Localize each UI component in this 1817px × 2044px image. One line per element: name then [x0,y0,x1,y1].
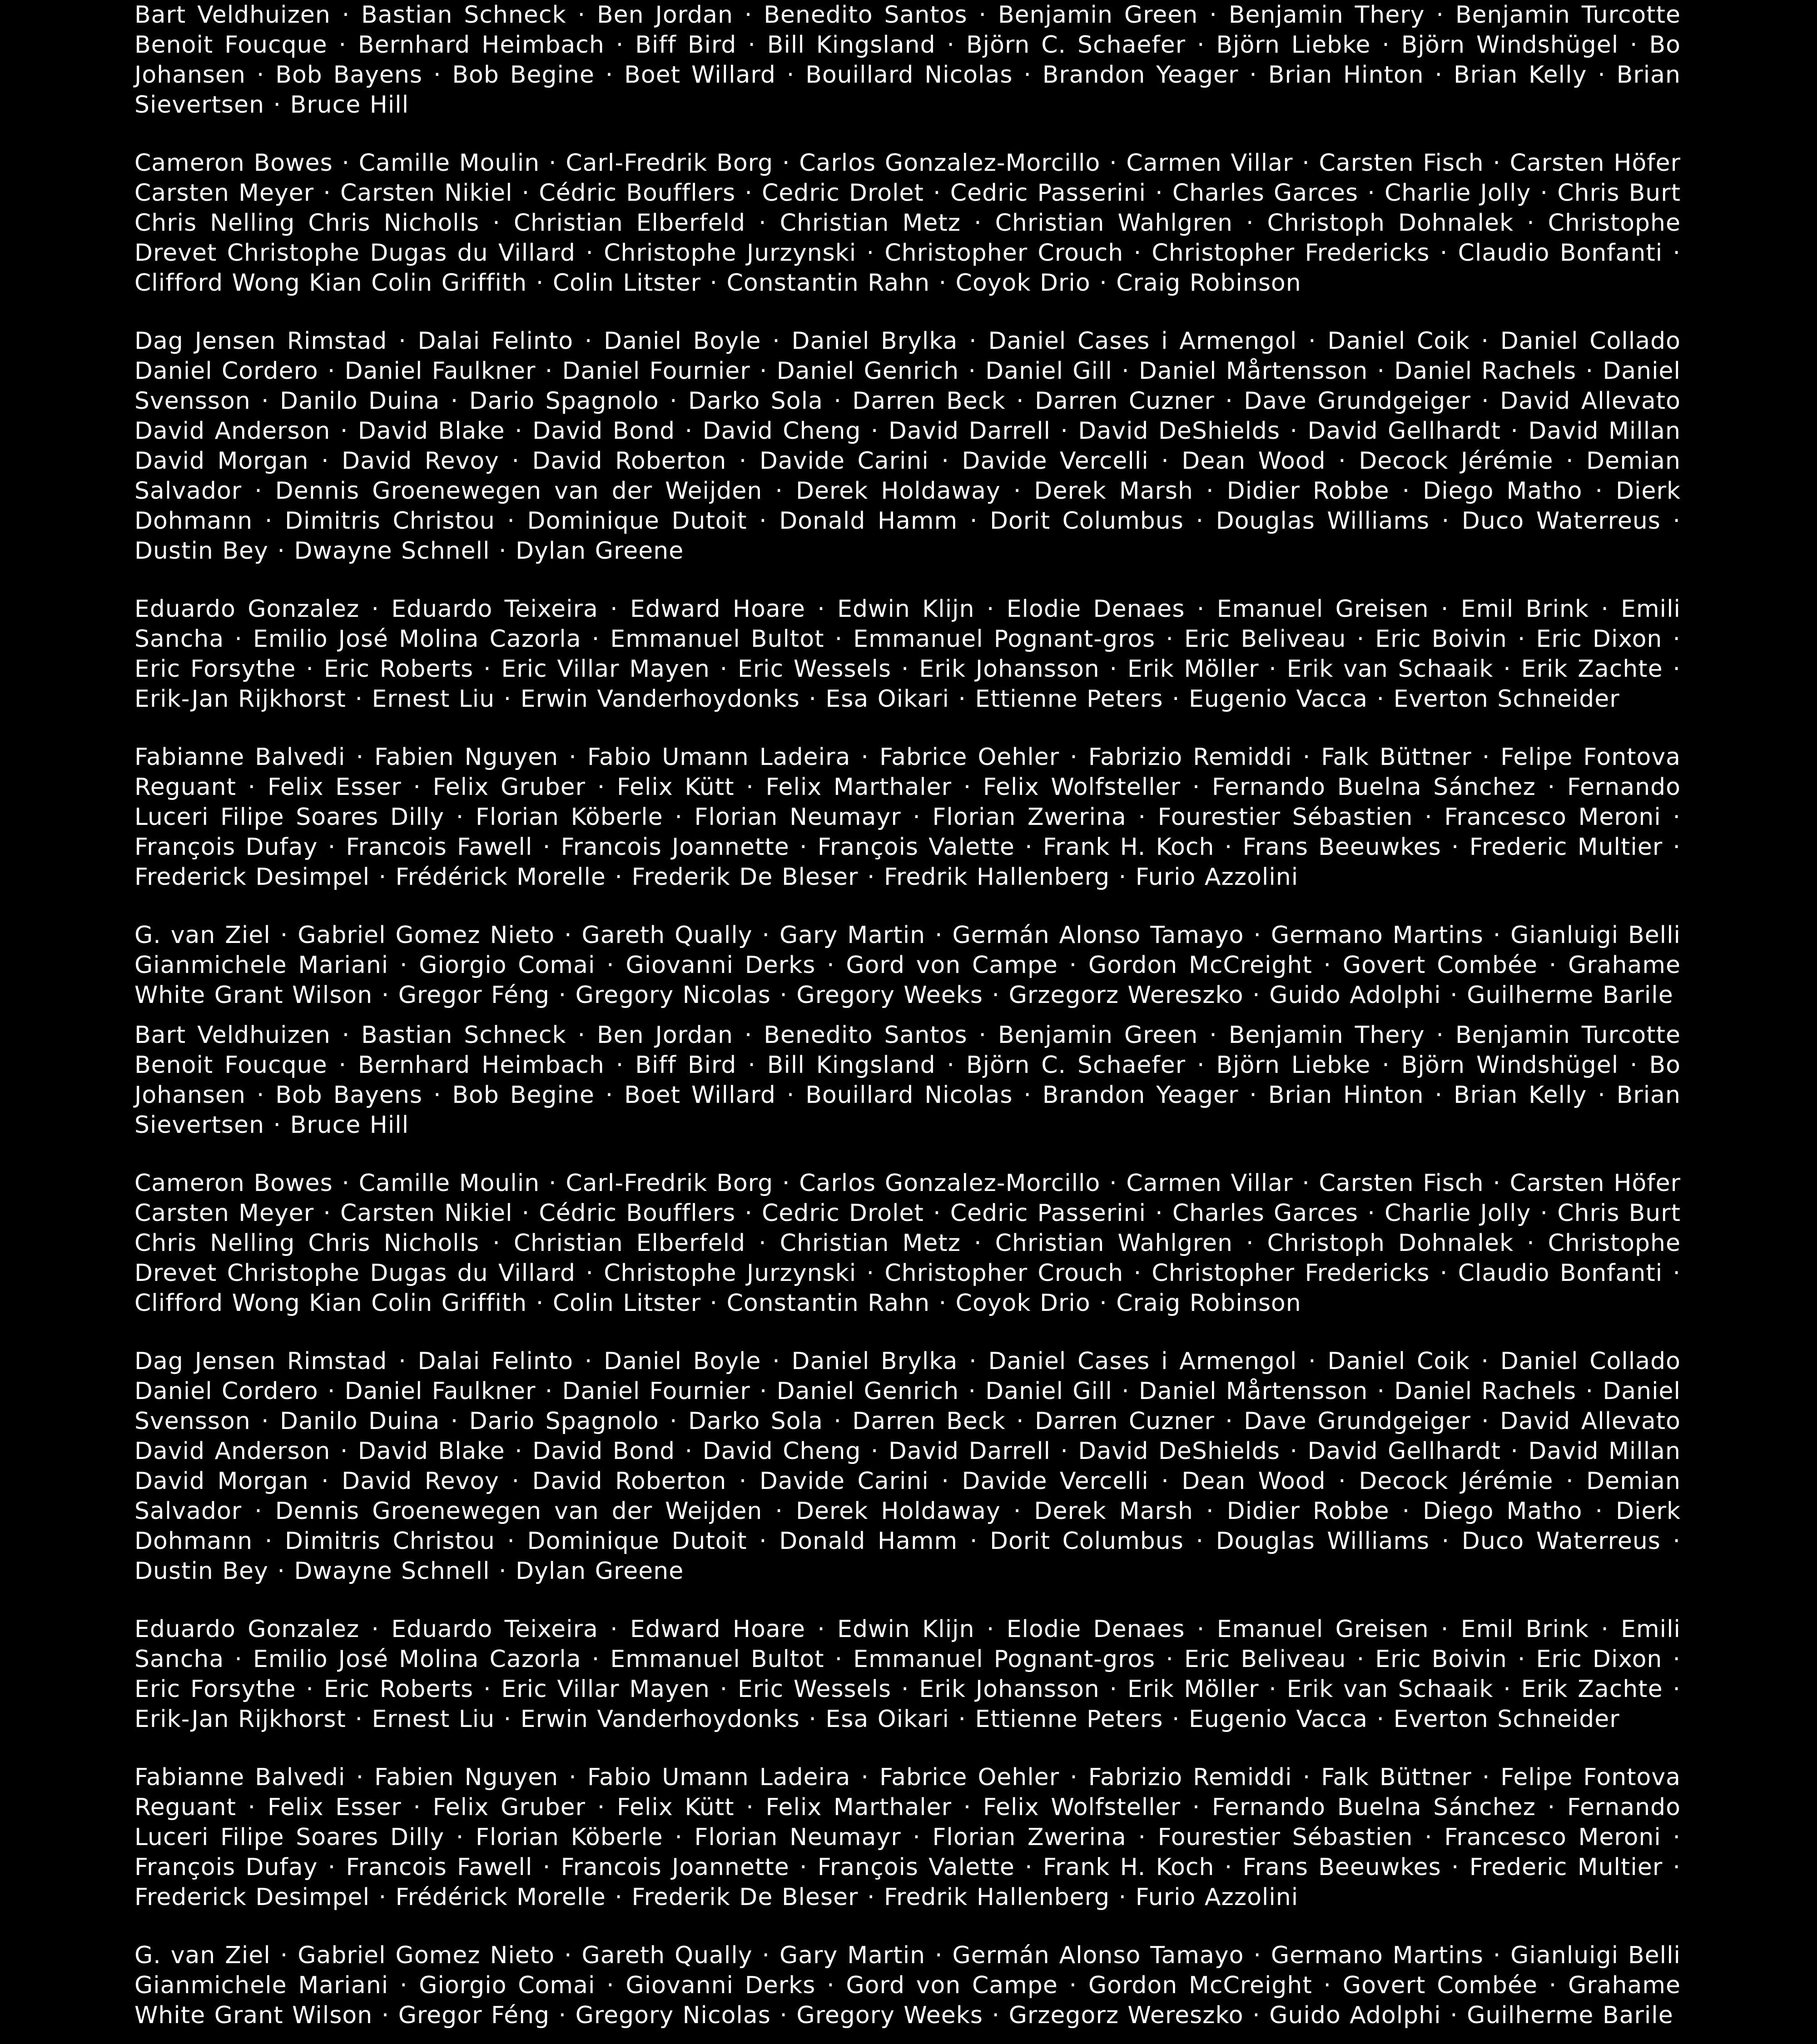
credits-paragraph-c: Cameron Bowes · Camille Moulin · Carl-Fredrik Borg · Carlos Gonzalez-Morcillo · Carmen Villar · Carsten Fisch · Carsten Höfer Carsten Meyer · Carsten Nikiel · Cédric Boufflers · Cedric Drolet · Cedric Passerini · Charles Garces · Charlie Jolly · Chris Burt Chris Nelling Chris Nicholls · Christian Elberfeld · Christian Metz · Christian Wahlgren · Christoph Dohnalek · Christophe Drevet Christophe Dugas du Villard · Christophe Jurzynski · Christopher Crouch · Christopher Fredericks · Claudio Bonfanti · Clifford Wong Kian Colin Griffith · Colin Litster · Constantin Rahn · Coyok Drio · Craig Robinson [134,149,1681,297]
credits-paragraph-d: Dag Jensen Rimstad · Dalai Felinto · Daniel Boyle · Daniel Brylka · Daniel Cases i Armengol · Daniel Coik · Daniel Collado Daniel Cordero · Daniel Faulkner · Daniel Fournier · Daniel Genrich · Daniel Gill · Daniel Mårtensson · Daniel Rachels · Daniel Svensson · Danilo Duina · Dario Spagnolo · Darko Sola · Darren Beck · Darren Cuzner · Dave Grundgeiger · David Allevato David Anderson · David Blake · David Bond · David Cheng · David Darrell · David DeShields · David Gellhardt · David Millan David Morgan · David Revoy · David Roberton · Davide Carini · Davide Vercelli · Dean Wood · Decock Jérémie · Demian Salvador · Dennis Groenewegen van der Weijden · Derek Holdaway · Derek Marsh · Didier Robbe · Diego Matho · Dierk Dohmann · Dimitris Christou · Dominique Dutoit · Donald Hamm · Dorit Columbus · Douglas Williams · Duco Waterreus · Dustin Bey · Dwayne Schnell · Dylan Greene [134,1348,1681,1585]
credits-paragraph-e: Eduardo Gonzalez · Eduardo Teixeira · Edward Hoare · Edwin Klijn · Elodie Denaes · Emanuel Greisen · Emil Brink · Emili Sancha · Emilio José Molina Cazorla · Emmanuel Bultot · Emmanuel Pognant-gros · Eric Beliveau · Eric Boivin · Eric Dixon · Eric Forsythe · Eric Roberts · Eric Villar Mayen · Eric Wessels · Erik Johansson · Erik Möller · Erik van Schaaik · Erik Zachte · Erik-Jan Rijkhorst · Ernest Liu · Erwin Vanderhoydonks · Esa Oikari · Ettienne Peters · Eugenio Vacca · Everton Schneider [134,1616,1681,1733]
credits-panel-bottom [0,1022,1817,2044]
credits-paragraph-d: Dag Jensen Rimstad · Dalai Felinto · Daniel Boyle · Daniel Brylka · Daniel Cases i Armengol · Daniel Coik · Daniel Collado Daniel Cordero · Daniel Faulkner · Daniel Fournier · Daniel Genrich · Daniel Gill · Daniel Mårtensson · Daniel Rachels · Daniel Svensson · Danilo Duina · Dario Spagnolo · Darko Sola · Darren Beck · Darren Cuzner · Dave Grundgeiger · David Allevato David Anderson · David Blake · David Bond · David Cheng · David Darrell · David DeShields · David Gellhardt · David Millan David Morgan · David Revoy · David Roberton · Davide Carini · Davide Vercelli · Dean Wood · Decock Jérémie · Demian Salvador · Dennis Groenewegen van der Weijden · Derek Holdaway · Derek Marsh · Didier Robbe · Diego Matho · Dierk Dohmann · Dimitris Christou · Dominique Dutoit · Donald Hamm · Dorit Columbus · Douglas Williams · Duco Waterreus · Dustin Bey · Dwayne Schnell · Dylan Greene [134,327,1681,565]
credits-paragraph-b: Bart Veldhuizen · Bastian Schneck · Ben Jordan · Benedito Santos · Benjamin Green · Benjamin Thery · Benjamin Turcotte Benoit Foucque · Bernhard Heimbach · Biff Bird · Bill Kingsland · Björn C. Schaefer · Björn Liebke · Björn Windshügel · Bo Johansen · Bob Bayens · Bob Begine · Boet Willard · Bouillard Nicolas · Brandon Yeager · Brian Hinton · Brian Kelly · Brian Sievertsen · Bruce Hill [134,1022,1681,1139]
credits-paragraph-f: Fabianne Balvedi · Fabien Nguyen · Fabio Umann Ladeira · Fabrice Oehler · Fabrizio Remiddi · Falk Büttner · Felipe Fontova Reguant · Felix Esser · Felix Gruber · Felix Kütt · Felix Marthaler · Felix Wolfsteller · Fernando Buelna Sánchez · Fernando Luceri Filipe Soares Dilly · Florian Köberle · Florian Neumayr · Florian Zwerina · Fourestier Sébastien · Francesco Meroni · François Dufay · Francois Fawell · Francois Joannette · François Valette · Frank H. Koch · Frans Beeuwkes · Frederic Multier · Frederick Desimpel · Frédérick Morelle · Frederik De Bleser · Fredrik Hallenberg · Furio Azzolini [134,1764,1681,1911]
credits-paragraph-g: G. van Ziel · Gabriel Gomez Nieto · Gareth Qually · Gary Martin · Germán Alonso Tamayo · Germano Martins · Gianluigi Belli Gianmichele Mariani · Giorgio Comai · Giovanni Derks · Gord von Campe · Gordon McCreight · Govert Combée · Grahame White Grant Wilson · Gregor Féng · Gregory Nicolas · Gregory Weeks · Grzegorz Wereszko · Guido Adolphi · Guilherme Barile [134,922,1681,1009]
credits-paragraph-g: G. van Ziel · Gabriel Gomez Nieto · Gareth Qually · Gary Martin · Germán Alonso Tamayo · Germano Martins · Gianluigi Belli Gianmichele Mariani · Giorgio Comai · Giovanni Derks · Gord von Campe · Gordon McCreight · Govert Combée · Grahame White Grant Wilson · Gregor Féng · Gregory Nicolas · Gregory Weeks · Grzegorz Wereszko · Guido Adolphi · Guilherme Barile [134,1942,1681,2029]
credits-list [134,1022,1681,2044]
credits-paragraph-e: Eduardo Gonzalez · Eduardo Teixeira · Edward Hoare · Edwin Klijn · Elodie Denaes · Emanuel Greisen · Emil Brink · Emili Sancha · Emilio José Molina Cazorla · Emmanuel Bultot · Emmanuel Pognant-gros · Eric Beliveau · Eric Boivin · Eric Dixon · Eric Forsythe · Eric Roberts · Eric Villar Mayen · Eric Wessels · Erik Johansson · Erik Möller · Erik van Schaaik · Erik Zachte · Erik-Jan Rijkhorst · Ernest Liu · Erwin Vanderhoydonks · Esa Oikari · Ettienne Peters · Eugenio Vacca · Everton Schneider [134,595,1681,713]
credits-paragraph-f: Fabianne Balvedi · Fabien Nguyen · Fabio Umann Ladeira · Fabrice Oehler · Fabrizio Remiddi · Falk Büttner · Felipe Fontova Reguant · Felix Esser · Felix Gruber · Felix Kütt · Felix Marthaler · Felix Wolfsteller · Fernando Buelna Sánchez · Fernando Luceri Filipe Soares Dilly · Florian Köberle · Florian Neumayr · Florian Zwerina · Fourestier Sébastien · Francesco Meroni · François Dufay · Francois Fawell · Francois Joannette · François Valette · Frank H. Koch · Frans Beeuwkes · Frederic Multier · Frederick Desimpel · Frédérick Morelle · Frederik De Bleser · Fredrik Hallenberg · Furio Azzolini [134,744,1681,891]
credits-paragraph-c: Cameron Bowes · Camille Moulin · Carl-Fredrik Borg · Carlos Gonzalez-Morcillo · Carmen Villar · Carsten Fisch · Carsten Höfer Carsten Meyer · Carsten Nikiel · Cédric Boufflers · Cedric Drolet · Cedric Passerini · Charles Garces · Charlie Jolly · Chris Burt Chris Nelling Chris Nicholls · Christian Elberfeld · Christian Metz · Christian Wahlgren · Christoph Dohnalek · Christophe Drevet Christophe Dugas du Villard · Christophe Jurzynski · Christopher Crouch · Christopher Fredericks · Claudio Bonfanti · Clifford Wong Kian Colin Griffith · Colin Litster · Constantin Rahn · Coyok Drio · Craig Robinson [134,1170,1681,1317]
credits-paragraph-b: Bart Veldhuizen · Bastian Schneck · Ben Jordan · Benedito Santos · Benjamin Green · Benjamin Thery · Benjamin Turcotte Benoit Foucque · Bernhard Heimbach · Biff Bird · Bill Kingsland · Björn C. Schaefer · Björn Liebke · Björn Windshügel · Bo Johansen · Bob Bayens · Bob Begine · Boet Willard · Bouillard Nicolas · Brandon Yeager · Brian Hinton · Brian Kelly · Brian Sievertsen · Bruce Hill [134,1,1681,119]
credits-list [134,0,1681,1022]
